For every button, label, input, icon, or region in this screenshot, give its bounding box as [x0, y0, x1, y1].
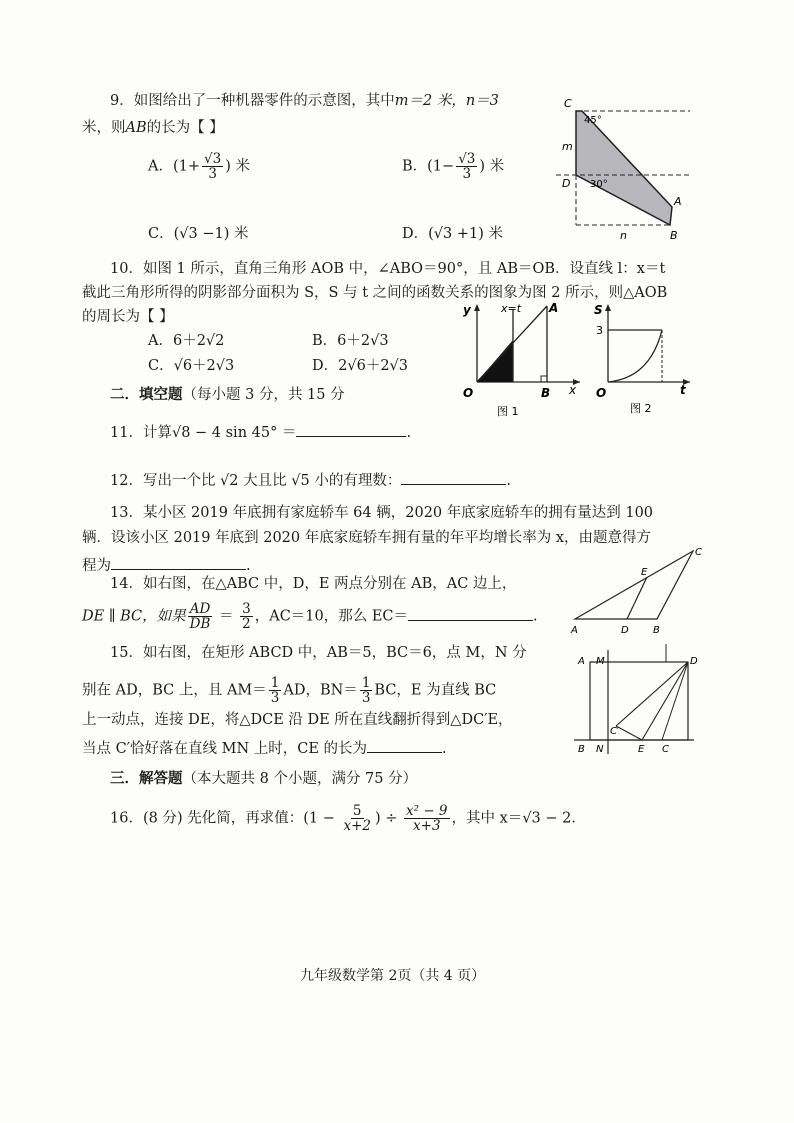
section-2-heading: 二．填空题（每小题 3 分，共 15 分: [110, 386, 345, 403]
q10-fig2-t: t: [680, 383, 686, 397]
q14-fig-d: D: [621, 625, 629, 636]
q9-option-d[interactable]: D．(√3 +1) 米: [402, 226, 503, 242]
q10-fig1-caption: 图 1: [497, 405, 519, 418]
q14-fig-a: A: [571, 625, 578, 636]
q15-fig-b: B: [578, 744, 585, 755]
q10-option-b[interactable]: B．6＋2√3: [312, 333, 389, 349]
q9-figure: [550, 95, 695, 245]
q10-option-d[interactable]: D．2√6＋2√3: [312, 358, 409, 374]
q14-line1: 14．如右图，在△ABC 中，D，E 两点分别在 AB，AC 边上，: [110, 576, 517, 592]
q13-line2: 辆．设该小区 2019 年底到 2020 年底家庭轿车拥有量的年平均增长率为 x，由题意得方: [82, 530, 652, 546]
q9-option-c[interactable]: C．(√3 −1) 米: [148, 226, 249, 242]
q15-line4: 当点 C′恰好落在直线 MN 上时，CE 的长为 .: [82, 738, 447, 758]
q10-fig1-o: O: [463, 386, 474, 400]
q9-label-30: 30°: [590, 179, 608, 190]
q14-answer-blank[interactable]: [408, 606, 533, 621]
q11: 11．计算√8 − 4 sin 45° ＝ .: [110, 422, 411, 442]
q13-line3: 程为 .: [82, 555, 251, 575]
q15-answer-blank[interactable]: [367, 738, 442, 753]
section-3-heading: 三．解答题（本大题共 8 个小题，满分 75 分）: [110, 770, 418, 787]
q12: 12．写出一个比 √2 大且比 √5 小的有理数： .: [110, 470, 511, 490]
q15-fig-c: C: [662, 744, 669, 755]
q15-figure: [570, 640, 700, 758]
q15-fig-e: E: [638, 744, 645, 755]
q14-fig-b: B: [653, 625, 660, 636]
q11-answer-blank[interactable]: [296, 422, 406, 437]
q10-figure-1: [455, 300, 585, 425]
q14-figure: [565, 545, 710, 637]
q10-fig1-b: B: [541, 386, 551, 400]
q10-fig2-o: O: [596, 386, 607, 400]
q9-stem-line2: 米，则AB的长为【 】: [82, 120, 224, 136]
q12-answer-blank[interactable]: [401, 470, 506, 485]
q15-fig-m: M: [596, 656, 605, 667]
q10-option-a[interactable]: A．6＋2√2: [148, 333, 225, 349]
q10-fig2-three: 3: [596, 324, 603, 337]
q9-label-b: B: [670, 229, 678, 242]
q10-line3: 的周长为【 】: [82, 309, 174, 325]
q9-label-m: m: [562, 140, 573, 153]
q15-fig-d: D: [690, 656, 698, 667]
q10-line2: 截此三角形所得的阴影部分面积为 S，S 与 t 之间的函数关系的图象为图 2 所示，则△AOB: [82, 285, 668, 301]
q9-label-n: n: [620, 229, 627, 242]
q15-fig-n: N: [596, 744, 604, 755]
q15-line2: 别在 AD，BC 上，且 AM＝ $\frac{1}{3}$ AD，BN＝ $\frac{1}{3}$ BC，E 为直线 BC: [82, 675, 497, 707]
q14-fig-c: C: [695, 547, 702, 558]
q15-fig-a: A: [578, 656, 585, 667]
q10-figure-2: [590, 300, 695, 425]
q10-fig1-y: y: [463, 303, 471, 317]
q15-fig-cprime: C′: [610, 726, 620, 737]
q10-option-c[interactable]: C．√6＋2√3: [148, 358, 235, 374]
q13-answer-blank[interactable]: [111, 555, 246, 570]
q13-line1: 13．某小区 2019 年底拥有家庭轿车 64 辆，2020 年底家庭轿车的拥有量达到 100: [110, 505, 654, 521]
q16: 16．(8 分) 先化简，再求值：(1 − $\frac{5}{x+2}$ ) ÷ $\frac{\text{x² − 9}}{x+3}$ ，其中 x＝√3 − 2．: [110, 803, 586, 835]
q9-option-b[interactable]: B．(1− $\frac{√3}{3}$ ) 米: [402, 151, 505, 183]
q10-fig2-caption: 图 2: [630, 402, 652, 415]
q14-line2: DE ∥ BC，如果 $\frac{AD}{DB}$ ＝ $\frac{3}{2}$ ，AC＝10，那么 EC＝ .: [82, 601, 538, 633]
q9-label-a: A: [674, 195, 682, 208]
q10-fig1-a: A: [549, 301, 559, 315]
q10-fig1-x: x: [569, 383, 577, 397]
q9-label-45: 45°: [584, 115, 602, 126]
q15-line1: 15．如右图，在矩形 ABCD 中，AB＝5，BC＝6，点 M，N 分: [110, 645, 527, 661]
q9-option-a[interactable]: A．(1+ $\frac{√3}{3}$ ) 米: [148, 151, 250, 183]
q14-fig-e: E: [641, 567, 648, 578]
q9-label-d: D: [562, 177, 571, 190]
q10-fig1-xt: x=t: [501, 302, 522, 315]
q10-line1: 10．如图 1 所示，直角三角形 AOB 中，∠ABO＝90°，且 AB＝OB．设直线 l：x＝t: [110, 261, 666, 277]
page-footer: 九年级数学第 2页（共 4 页）: [300, 968, 486, 984]
q10-fig2-s: S: [594, 303, 603, 317]
q15-line3: 上一动点，连接 DE，将△DCE 沿 DE 所在直线翻折得到△DC′E，: [82, 712, 513, 728]
q9-stem-line1: 9．如图给出了一种机器零件的示意图，其中m＝2 米，n＝3: [110, 93, 499, 109]
q9-label-c: C: [564, 97, 572, 110]
